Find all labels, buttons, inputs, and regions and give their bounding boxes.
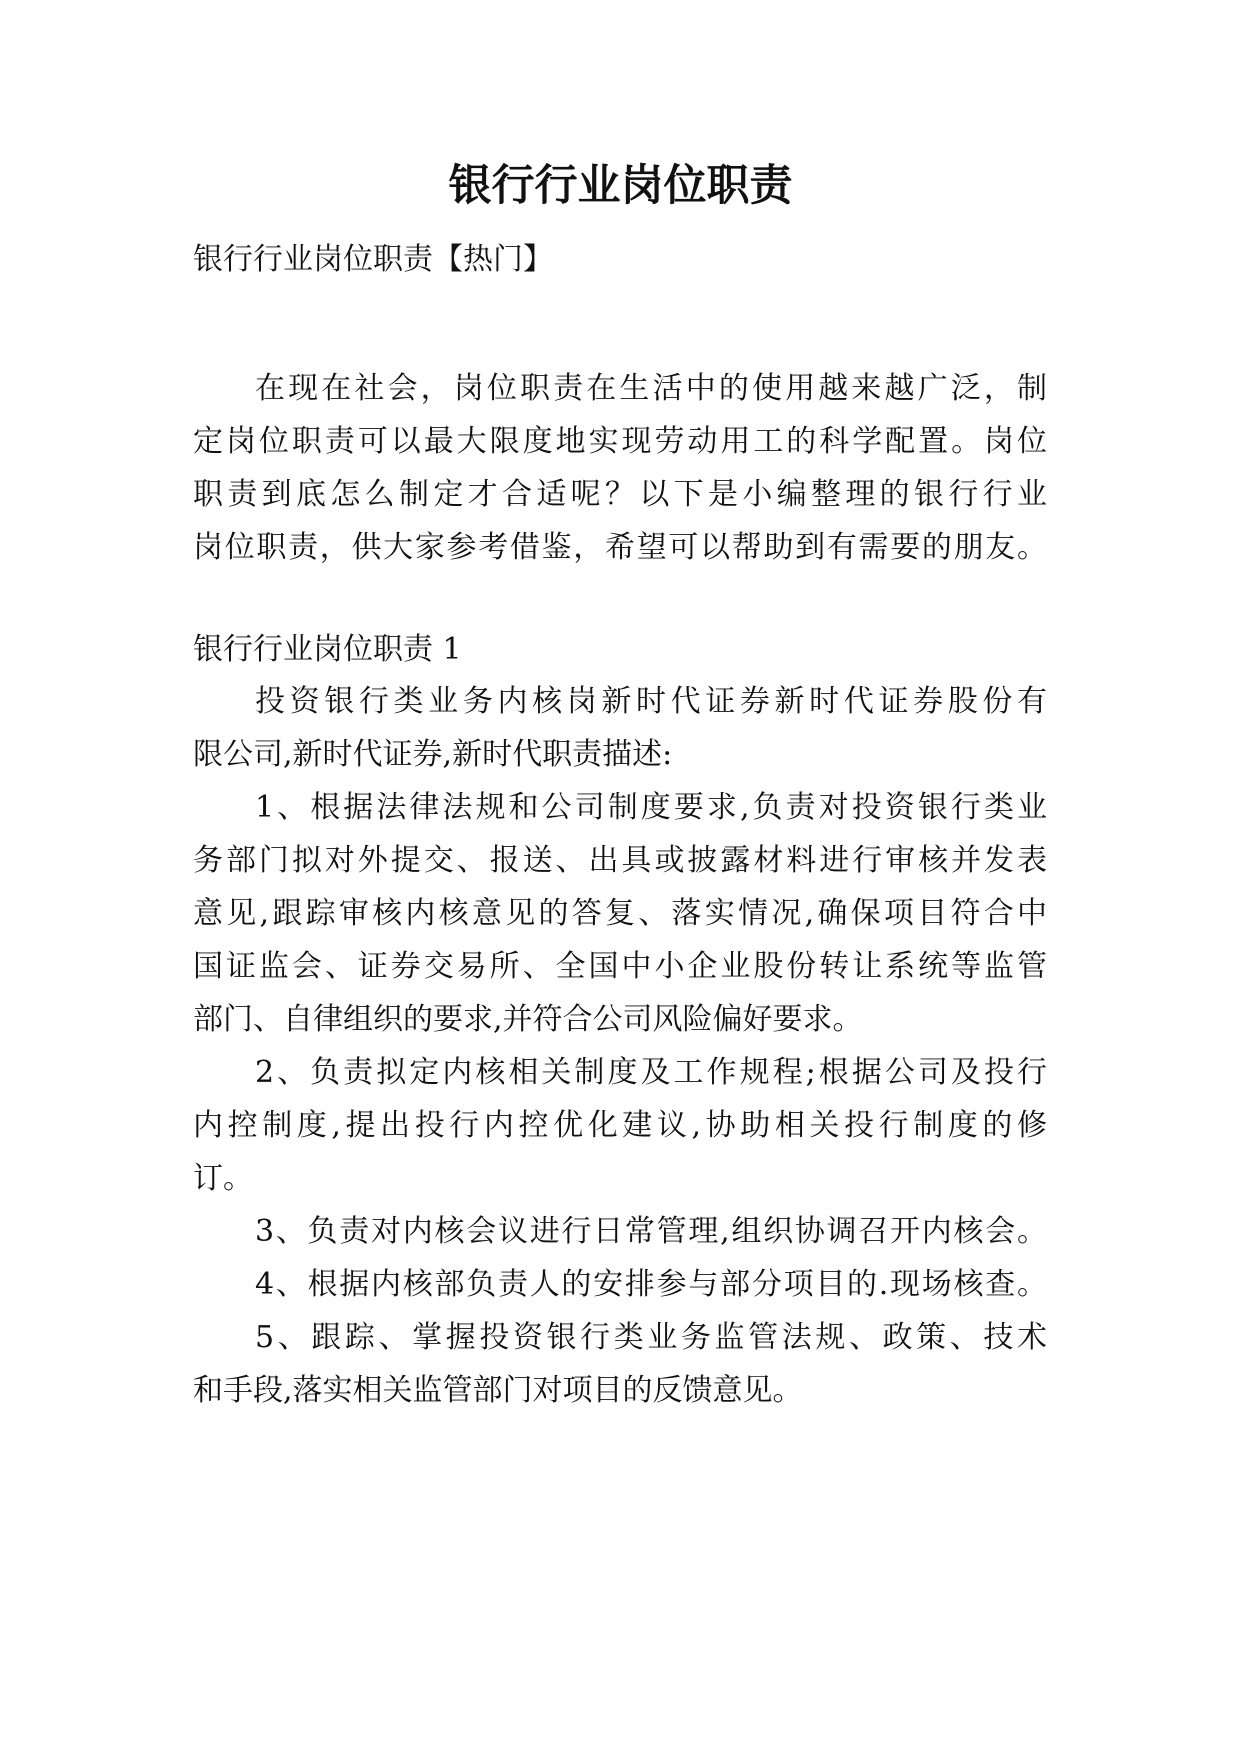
subtitle: 银行行业岗位职责【热门】: [193, 242, 553, 277]
body-line: 部门、自律组织的要求,并符合公司风险偏好要求。: [193, 1002, 863, 1037]
body-line: 务部门拟对外提交、报送、出具或披露材料进行审核并发表: [193, 843, 1047, 878]
page-title: 银行行业岗位职责: [448, 161, 793, 211]
body-line: 内控制度,提出投行内控优化建议,协助相关投行制度的修: [193, 1108, 1047, 1143]
body-line: 3、负责对内核会议进行日常管理,组织协调召开内核会。: [255, 1214, 1047, 1249]
intro-line: 定岗位职责可以最大限度地实现劳动用工的科学配置。岗位: [193, 424, 1047, 459]
body-line: 2、负责拟定内核相关制度及工作规程;根据公司及投行: [255, 1055, 1047, 1090]
intro-line: 岗位职责，供大家参考借鉴，希望可以帮助到有需要的朋友。: [193, 530, 1047, 565]
body-line: 国证监会、证券交易所、全国中小企业股份转让系统等监管: [193, 949, 1047, 984]
intro-line: 职责到底怎么制定才合适呢？以下是小编整理的银行行业: [193, 477, 1047, 512]
body-line: 4、根据内核部负责人的安排参与部分项目的.现场核查。: [255, 1267, 1047, 1302]
body-line: 和手段,落实相关监管部门对项目的反馈意见。: [193, 1373, 803, 1408]
body-line: 限公司,新时代证券,新时代职责描述:: [193, 737, 673, 772]
intro-line: 在现在社会，岗位职责在生活中的使用越来越广泛，制: [255, 371, 1047, 406]
body-line: 订。: [193, 1161, 253, 1196]
section-heading: 银行行业岗位职责 1: [193, 632, 462, 667]
body-line: 意见,跟踪审核内核意见的答复、落实情况,确保项目符合中: [193, 896, 1047, 931]
body-line: 5、跟踪、掌握投资银行类业务监管法规、政策、技术: [255, 1320, 1047, 1355]
body-line: 投资银行类业务内核岗新时代证券新时代证券股份有: [255, 684, 1047, 719]
body-line: 1、根据法律法规和公司制度要求,负责对投资银行类业: [255, 790, 1047, 825]
